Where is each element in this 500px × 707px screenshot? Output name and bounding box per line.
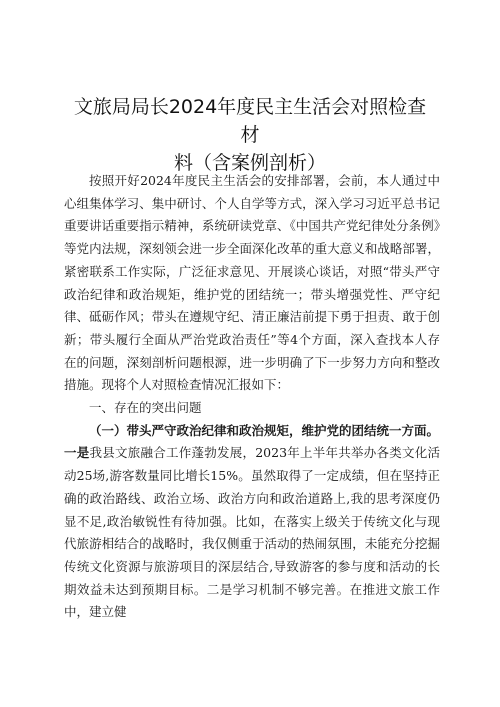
- section-heading: 一、存在的突出问题: [89, 400, 202, 416]
- title-line-2: 料（含案例剖析）: [173, 152, 326, 174]
- title-line-1: 文旅局局长2024年度民主生活会对照检查材: [73, 96, 427, 146]
- paragraph-text: 我县文旅融合工作蓬勃发展，2023年上半年共举办各类文化活动25场,游客数量同比增长15%。虽然取得了一定成绩，但在坚持正确的政治路线、政治立场、政治方向和政治道路上,我的思考深度仍显不足,政治敏锐性有待加强。比如，在落实上级关于传统文化与现代旅游相结合的战略时，我仅侧重于活动的热闹氛围，未能充分挖掘传统文化资源与旅游项目的深层结合,导致游客的参与度和活动的长期效益未达到预期目标。二是学习机制不够完善。在推进文旅工作中，建立健: [64, 445, 440, 620]
- document-body: [64, 170, 440, 624]
- subsection-heading: （一）带头严守政治纪律和政治规矩，维护党的团结统一方面。: [89, 422, 440, 438]
- body-paragraph: [64, 442, 440, 624]
- document-title: [70, 93, 430, 177]
- intro-paragraph: 按照开好2024年度民主生活会的安排部署，会前，本人通过中心组集体学习、集中研讨、个人自学等方式，深入学习习近平总书记重要讲话重要指示精神，系统研读党章、《中国共产党纪律处分条例》等党内法规，深刻领会进一步全面深化改革的重大意义和战略部署，紧密联系工作实际，广泛征求意见、开展谈心谈话，对照“带头严守政治纪律和政治规矩，维护党的团结统一；带头增强党性、严守纪律、砥砺作风；带头在遵规守纪、清正廉洁前提下勇于担责、敢于创新；带头履行全面从严治党政治责任”等4个方面，深入查找本人存在的问题，深刻剖析问题根源，进一步明确了下一步努力方向和整改措施。现将个人对照检查情况汇报如下：: [64, 173, 440, 393]
- paragraph-lead: 一是: [64, 445, 90, 461]
